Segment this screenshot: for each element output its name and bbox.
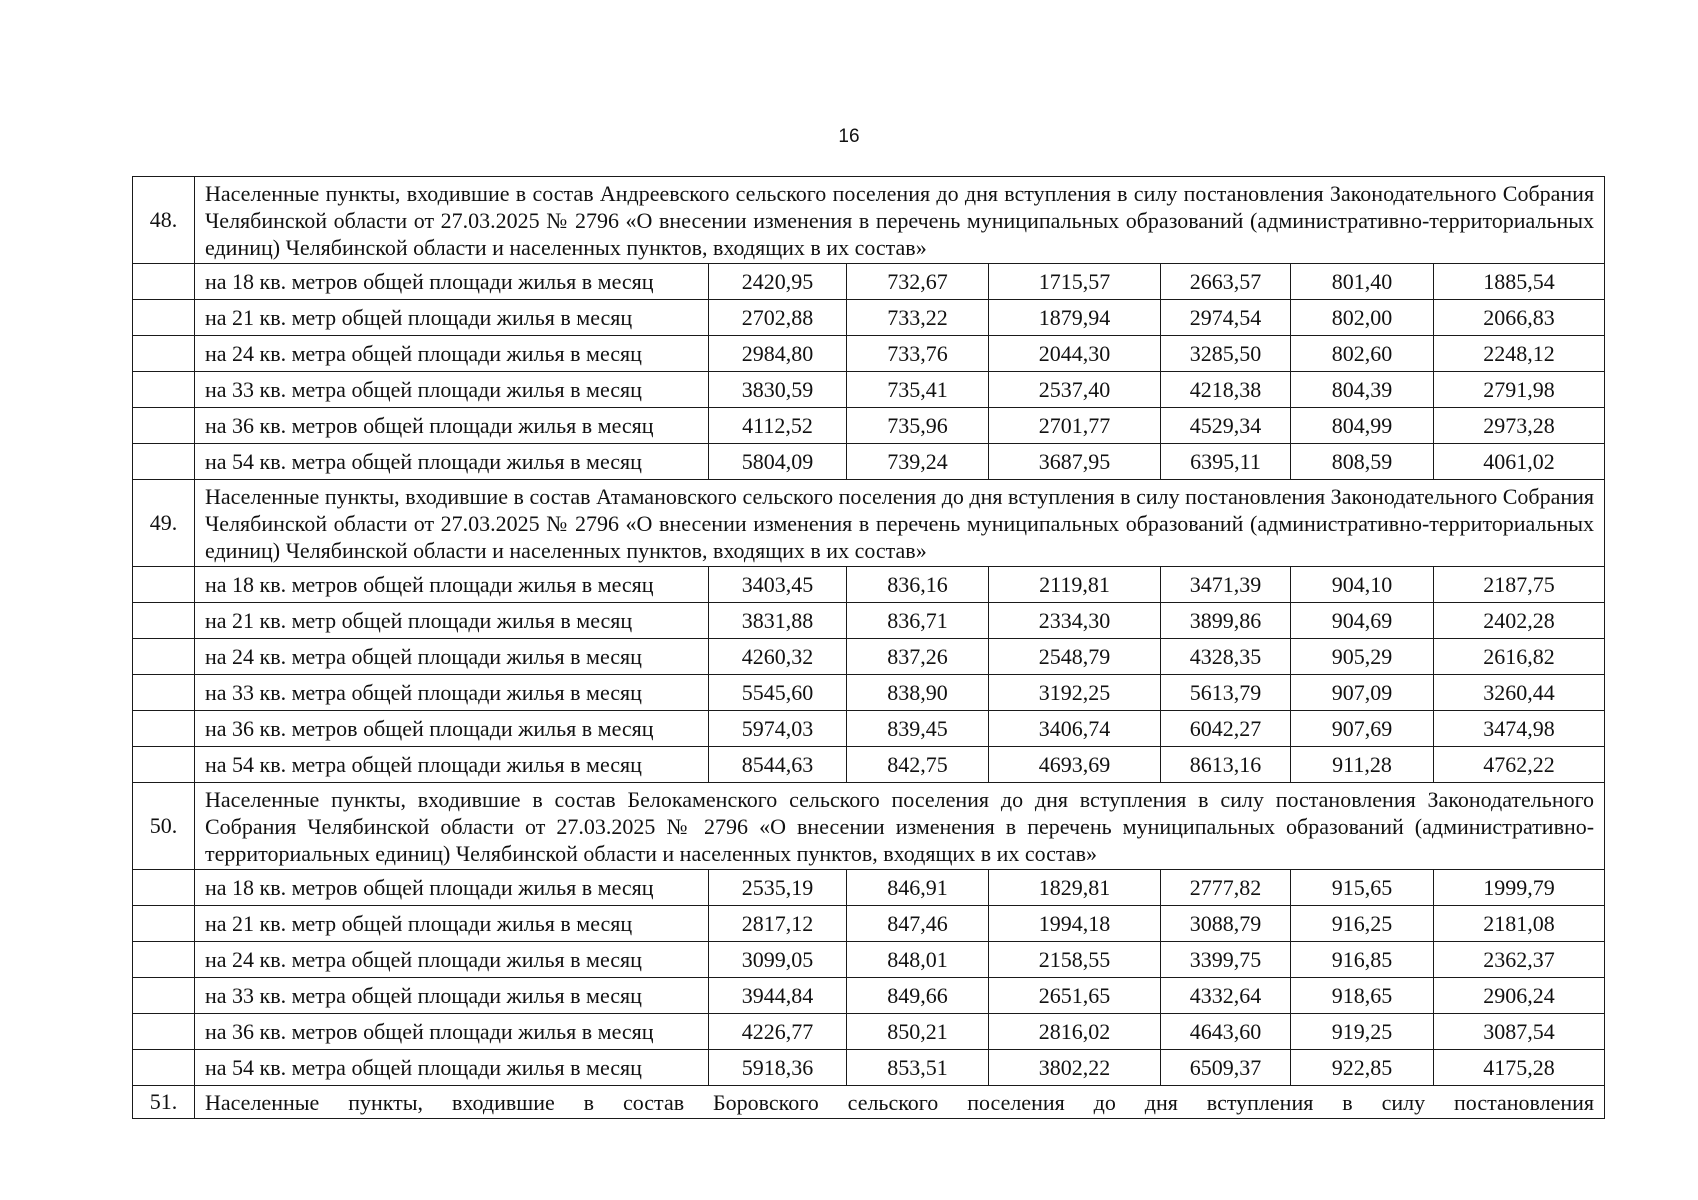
value-cell: 2701,77 [989, 408, 1161, 444]
value-cell: 1879,94 [989, 300, 1161, 336]
value-cell: 735,96 [847, 408, 989, 444]
value-cell: 4260,32 [709, 639, 847, 675]
value-cell: 4762,22 [1434, 747, 1605, 783]
value-cell: 735,41 [847, 372, 989, 408]
value-cell: 1999,79 [1434, 870, 1605, 906]
value-cell: 3403,45 [709, 567, 847, 603]
value-cell: 2651,65 [989, 978, 1161, 1014]
value-cell: 2362,37 [1434, 942, 1605, 978]
table-row [133, 639, 1605, 675]
section-number: 48. [133, 177, 195, 264]
table-row [133, 870, 1605, 906]
section-title: Населенные пункты, входившие в состав Боровского сельского поселения до дня вступления в силу постановления [195, 1086, 1605, 1119]
value-cell: 2616,82 [1434, 639, 1605, 675]
row-label: на 24 кв. метра общей площади жилья в месяц [195, 639, 709, 675]
value-cell: 733,22 [847, 300, 989, 336]
tariff-table [132, 176, 1605, 1119]
value-cell: 2119,81 [989, 567, 1161, 603]
value-cell: 2537,40 [989, 372, 1161, 408]
value-cell: 2663,57 [1161, 264, 1291, 300]
value-cell: 922,85 [1291, 1050, 1434, 1086]
value-cell: 2066,83 [1434, 300, 1605, 336]
table-body [133, 177, 1605, 1119]
row-label: на 36 кв. метров общей площади жилья в месяц [195, 1014, 709, 1050]
empty-number-cell [133, 870, 195, 906]
table-row [133, 942, 1605, 978]
value-cell: 4226,77 [709, 1014, 847, 1050]
row-label: на 36 кв. метров общей площади жилья в месяц [195, 408, 709, 444]
value-cell: 4218,38 [1161, 372, 1291, 408]
value-cell: 836,16 [847, 567, 989, 603]
value-cell: 904,10 [1291, 567, 1434, 603]
value-cell: 907,69 [1291, 711, 1434, 747]
empty-number-cell [133, 942, 195, 978]
table-row [133, 444, 1605, 480]
value-cell: 2044,30 [989, 336, 1161, 372]
value-cell: 850,21 [847, 1014, 989, 1050]
empty-number-cell [133, 408, 195, 444]
value-cell: 802,00 [1291, 300, 1434, 336]
row-label: на 18 кв. метров общей площади жилья в месяц [195, 567, 709, 603]
table-row [133, 567, 1605, 603]
value-cell: 3099,05 [709, 942, 847, 978]
section-number: 50. [133, 783, 195, 870]
value-cell: 4061,02 [1434, 444, 1605, 480]
table-row [133, 300, 1605, 336]
value-cell: 1885,54 [1434, 264, 1605, 300]
value-cell: 2984,80 [709, 336, 847, 372]
table-row [133, 372, 1605, 408]
value-cell: 2548,79 [989, 639, 1161, 675]
empty-number-cell [133, 978, 195, 1014]
value-cell: 2973,28 [1434, 408, 1605, 444]
section-number: 51. [133, 1086, 195, 1119]
table-row [133, 675, 1605, 711]
row-label: на 33 кв. метра общей площади жилья в месяц [195, 675, 709, 711]
value-cell: 2181,08 [1434, 906, 1605, 942]
value-cell: 5918,36 [709, 1050, 847, 1086]
row-label: на 54 кв. метра общей площади жилья в месяц [195, 747, 709, 783]
value-cell: 907,09 [1291, 675, 1434, 711]
value-cell: 837,26 [847, 639, 989, 675]
value-cell: 3260,44 [1434, 675, 1605, 711]
section-title: Населенные пункты, входившие в состав Белокаменского сельского поселения до дня вступления в силу постановления Законодательного Собрания Челябинской области от 27.03.2025 № 2796 «О внесении изменения в перечень муниципальных образований (административно-территориальных единиц) Челябинской области и населенных пунктов, входящих в их состав» [195, 783, 1605, 870]
empty-number-cell [133, 603, 195, 639]
value-cell: 5974,03 [709, 711, 847, 747]
value-cell: 2402,28 [1434, 603, 1605, 639]
row-label: на 54 кв. метра общей площади жилья в месяц [195, 1050, 709, 1086]
value-cell: 904,69 [1291, 603, 1434, 639]
value-cell: 6509,37 [1161, 1050, 1291, 1086]
table-row [133, 603, 1605, 639]
table-row [133, 264, 1605, 300]
value-cell: 2817,12 [709, 906, 847, 942]
value-cell: 842,75 [847, 747, 989, 783]
value-cell: 919,25 [1291, 1014, 1434, 1050]
section-header-row [133, 783, 1605, 870]
empty-number-cell [133, 1050, 195, 1086]
value-cell: 853,51 [847, 1050, 989, 1086]
empty-number-cell [133, 747, 195, 783]
row-label: на 24 кв. метра общей площади жилья в месяц [195, 336, 709, 372]
value-cell: 2535,19 [709, 870, 847, 906]
row-label: на 21 кв. метр общей площади жилья в месяц [195, 300, 709, 336]
value-cell: 838,90 [847, 675, 989, 711]
table-row [133, 408, 1605, 444]
empty-number-cell [133, 675, 195, 711]
table-row [133, 336, 1605, 372]
value-cell: 733,76 [847, 336, 989, 372]
page-number: 16 [838, 126, 860, 147]
value-cell: 2702,88 [709, 300, 847, 336]
section-title: Населенные пункты, входившие в состав Андреевского сельского поселения до дня вступления в силу постановления Законодательного Собрания Челябинской области от 27.03.2025 № 2796 «О внесении изменения в перечень муниципальных образований (административно-территориальных единиц) Челябинской области и населенных пунктов, входящих в их состав» [195, 177, 1605, 264]
value-cell: 2974,54 [1161, 300, 1291, 336]
value-cell: 5804,09 [709, 444, 847, 480]
value-cell: 847,46 [847, 906, 989, 942]
value-cell: 3087,54 [1434, 1014, 1605, 1050]
section-header-row [133, 480, 1605, 567]
value-cell: 3802,22 [989, 1050, 1161, 1086]
value-cell: 915,65 [1291, 870, 1434, 906]
value-cell: 1715,57 [989, 264, 1161, 300]
table-row [133, 747, 1605, 783]
value-cell: 3088,79 [1161, 906, 1291, 942]
empty-number-cell [133, 372, 195, 408]
value-cell: 6042,27 [1161, 711, 1291, 747]
value-cell: 836,71 [847, 603, 989, 639]
value-cell: 2187,75 [1434, 567, 1605, 603]
value-cell: 2791,98 [1434, 372, 1605, 408]
section-header-row [133, 177, 1605, 264]
value-cell: 4112,52 [709, 408, 847, 444]
value-cell: 3406,74 [989, 711, 1161, 747]
value-cell: 2906,24 [1434, 978, 1605, 1014]
table-row [133, 1014, 1605, 1050]
value-cell: 3830,59 [709, 372, 847, 408]
value-cell: 2420,95 [709, 264, 847, 300]
value-cell: 5613,79 [1161, 675, 1291, 711]
empty-number-cell [133, 906, 195, 942]
value-cell: 2248,12 [1434, 336, 1605, 372]
value-cell: 8613,16 [1161, 747, 1291, 783]
empty-number-cell [133, 264, 195, 300]
value-cell: 1829,81 [989, 870, 1161, 906]
value-cell: 804,39 [1291, 372, 1434, 408]
value-cell: 732,67 [847, 264, 989, 300]
row-label: на 54 кв. метра общей площади жилья в месяц [195, 444, 709, 480]
value-cell: 3471,39 [1161, 567, 1291, 603]
table-row [133, 1050, 1605, 1086]
value-cell: 4529,34 [1161, 408, 1291, 444]
empty-number-cell [133, 567, 195, 603]
value-cell: 739,24 [847, 444, 989, 480]
value-cell: 6395,11 [1161, 444, 1291, 480]
empty-number-cell [133, 1014, 195, 1050]
value-cell: 2158,55 [989, 942, 1161, 978]
value-cell: 1994,18 [989, 906, 1161, 942]
table-row [133, 978, 1605, 1014]
value-cell: 839,45 [847, 711, 989, 747]
value-cell: 3687,95 [989, 444, 1161, 480]
value-cell: 3899,86 [1161, 603, 1291, 639]
value-cell: 804,99 [1291, 408, 1434, 444]
row-label: на 33 кв. метра общей площади жилья в месяц [195, 978, 709, 1014]
value-cell: 802,60 [1291, 336, 1434, 372]
empty-number-cell [133, 444, 195, 480]
value-cell: 916,25 [1291, 906, 1434, 942]
empty-number-cell [133, 300, 195, 336]
value-cell: 4332,64 [1161, 978, 1291, 1014]
value-cell: 8544,63 [709, 747, 847, 783]
section-header-row [133, 1086, 1605, 1119]
section-title: Населенные пункты, входившие в состав Атамановского сельского поселения до дня вступления в силу постановления Законодательного Собрания Челябинской области от 27.03.2025 № 2796 «О внесении изменения в перечень муниципальных образований (административно-территориальных единиц) Челябинской области и населенных пунктов, входящих в их состав» [195, 480, 1605, 567]
row-label: на 24 кв. метра общей площади жилья в месяц [195, 942, 709, 978]
value-cell: 3192,25 [989, 675, 1161, 711]
value-cell: 2816,02 [989, 1014, 1161, 1050]
value-cell: 849,66 [847, 978, 989, 1014]
value-cell: 848,01 [847, 942, 989, 978]
empty-number-cell [133, 639, 195, 675]
value-cell: 3944,84 [709, 978, 847, 1014]
value-cell: 801,40 [1291, 264, 1434, 300]
value-cell: 3399,75 [1161, 942, 1291, 978]
empty-number-cell [133, 336, 195, 372]
value-cell: 918,65 [1291, 978, 1434, 1014]
value-cell: 916,85 [1291, 942, 1434, 978]
row-label: на 18 кв. метров общей площади жилья в месяц [195, 264, 709, 300]
value-cell: 5545,60 [709, 675, 847, 711]
value-cell: 4175,28 [1434, 1050, 1605, 1086]
value-cell: 905,29 [1291, 639, 1434, 675]
value-cell: 2334,30 [989, 603, 1161, 639]
row-label: на 18 кв. метров общей площади жилья в месяц [195, 870, 709, 906]
value-cell: 4693,69 [989, 747, 1161, 783]
table-row [133, 711, 1605, 747]
table-row [133, 906, 1605, 942]
row-label: на 33 кв. метра общей площади жилья в месяц [195, 372, 709, 408]
value-cell: 3285,50 [1161, 336, 1291, 372]
value-cell: 4328,35 [1161, 639, 1291, 675]
section-number: 49. [133, 480, 195, 567]
value-cell: 808,59 [1291, 444, 1434, 480]
empty-number-cell [133, 711, 195, 747]
row-label: на 36 кв. метров общей площади жилья в месяц [195, 711, 709, 747]
row-label: на 21 кв. метр общей площади жилья в месяц [195, 906, 709, 942]
value-cell: 2777,82 [1161, 870, 1291, 906]
value-cell: 846,91 [847, 870, 989, 906]
value-cell: 911,28 [1291, 747, 1434, 783]
row-label: на 21 кв. метр общей площади жилья в месяц [195, 603, 709, 639]
value-cell: 4643,60 [1161, 1014, 1291, 1050]
value-cell: 3831,88 [709, 603, 847, 639]
value-cell: 3474,98 [1434, 711, 1605, 747]
